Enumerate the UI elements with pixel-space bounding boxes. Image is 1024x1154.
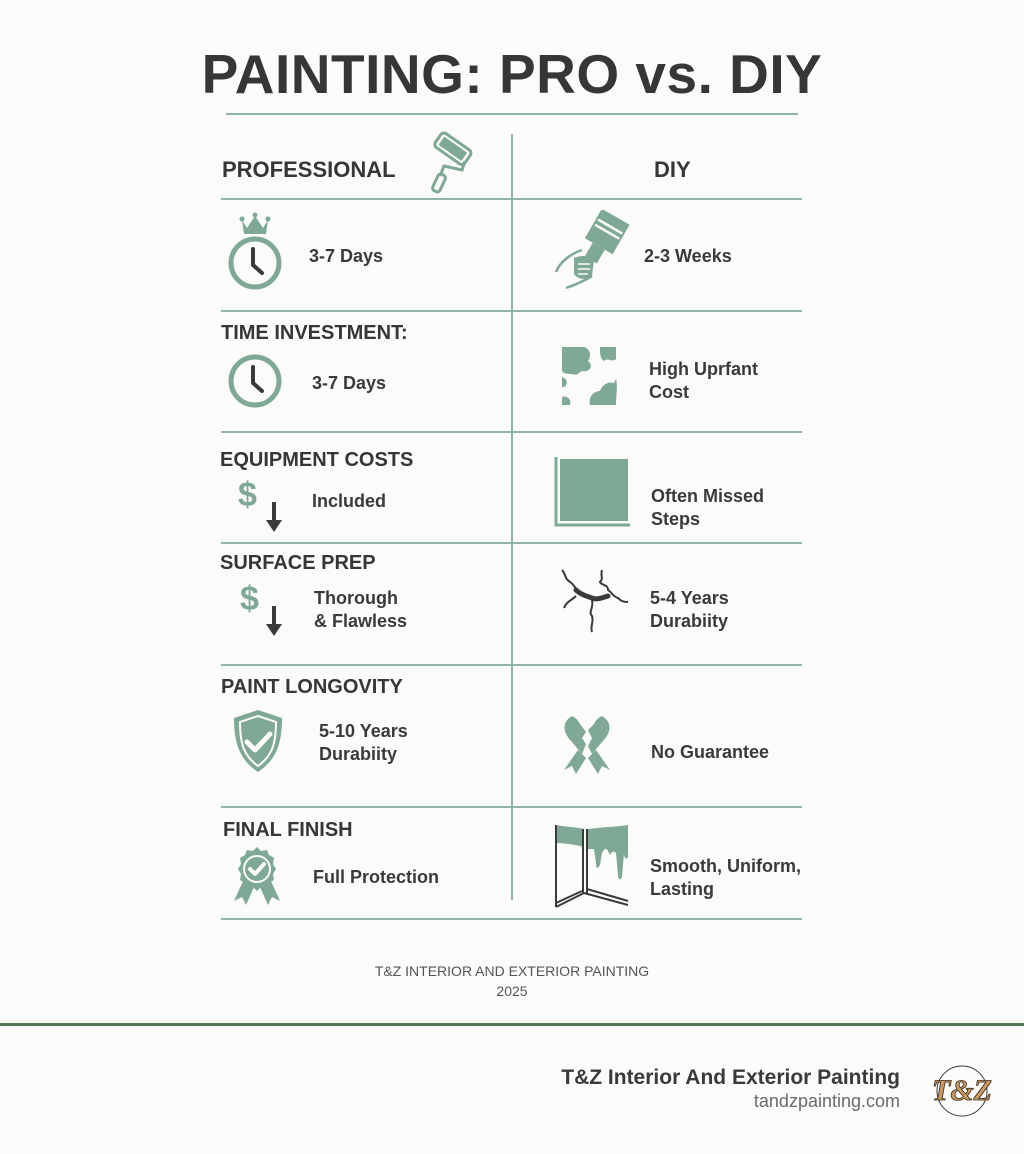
brand-logo-icon [920, 1062, 1004, 1120]
square-panel-icon [554, 457, 630, 527]
paint-roller-icon [418, 130, 478, 196]
paint-patches-icon [560, 345, 626, 409]
stopwatch-crown-icon [226, 212, 284, 292]
column-header-professional: PROFESSIONAL [222, 157, 396, 182]
svg-text:$: $ [238, 478, 257, 514]
crack-icon [556, 568, 632, 638]
clock-icon [226, 352, 284, 410]
diy-value-line2: Durabiity [650, 611, 729, 631]
row-divider [221, 431, 802, 433]
pro-value-line2: Durabiity [319, 744, 398, 764]
credit-line2: 2025 [496, 983, 528, 999]
pro-value: Included [312, 491, 387, 511]
dripping-wall-icon [554, 823, 630, 909]
brand-url-link[interactable]: tandzpainting.com [753, 1091, 900, 1111]
row-divider [221, 918, 802, 920]
title-underline [226, 113, 798, 115]
award-badge-icon [228, 845, 286, 907]
section-label: EQUIPMENT COSTS [220, 449, 414, 471]
svg-text:$: $ [240, 580, 259, 618]
diy-value-line2: Cost [649, 382, 689, 402]
page-title: PAINTING: PRO vs. DIY [201, 43, 823, 105]
diy-value-line2: Lasting [650, 879, 715, 899]
pro-value: 3-7 Days [309, 246, 384, 266]
section-label: FINAL FINISH [223, 819, 353, 841]
hand-paintbrush-icon [548, 210, 632, 292]
pro-value: 3-7 Days [312, 373, 387, 393]
row-divider [221, 198, 802, 200]
diy-value-line1: 5-4 Years [650, 588, 729, 608]
section-label: PAINT LONGOVITY [221, 676, 403, 698]
credit-line1: T&Z INTERIOR AND EXTERIOR PAINTING [374, 963, 650, 979]
diy-value-line1: Smooth, Uniform, [650, 856, 801, 876]
pro-value-line2: & Flawless [314, 611, 408, 631]
section-label: TIME INVESTMENT: [221, 322, 408, 344]
diy-value-line1: Often Missed [651, 486, 765, 506]
pro-value: Full Protection [313, 867, 439, 887]
row-divider [221, 806, 802, 808]
section-label: SURFACE PREP [220, 552, 376, 574]
svg-text:T&Z: T&Z [932, 1074, 992, 1107]
diy-value: No Guarantee [651, 742, 770, 762]
pro-value-line1: Thorough [314, 588, 398, 608]
diy-value-line2: Steps [651, 509, 701, 529]
dollar-down-icon [236, 478, 286, 534]
pro-value-line1: 5-10 Years [319, 721, 408, 741]
diy-value-line1: High Uprfant [649, 359, 758, 379]
diy-value: 2-3 Weeks [644, 246, 732, 266]
column-header-diy: DIY [654, 157, 691, 182]
row-divider [221, 310, 802, 312]
column-divider [511, 134, 513, 900]
row-divider [221, 664, 802, 666]
broken-ribbon-icon [560, 714, 614, 774]
row-divider [221, 542, 802, 544]
dollar-down-icon [238, 580, 288, 638]
shield-check-icon [230, 708, 286, 774]
footer-divider [0, 1023, 1024, 1026]
brand-name: T&Z Interior And Exterior Painting [561, 1066, 900, 1089]
